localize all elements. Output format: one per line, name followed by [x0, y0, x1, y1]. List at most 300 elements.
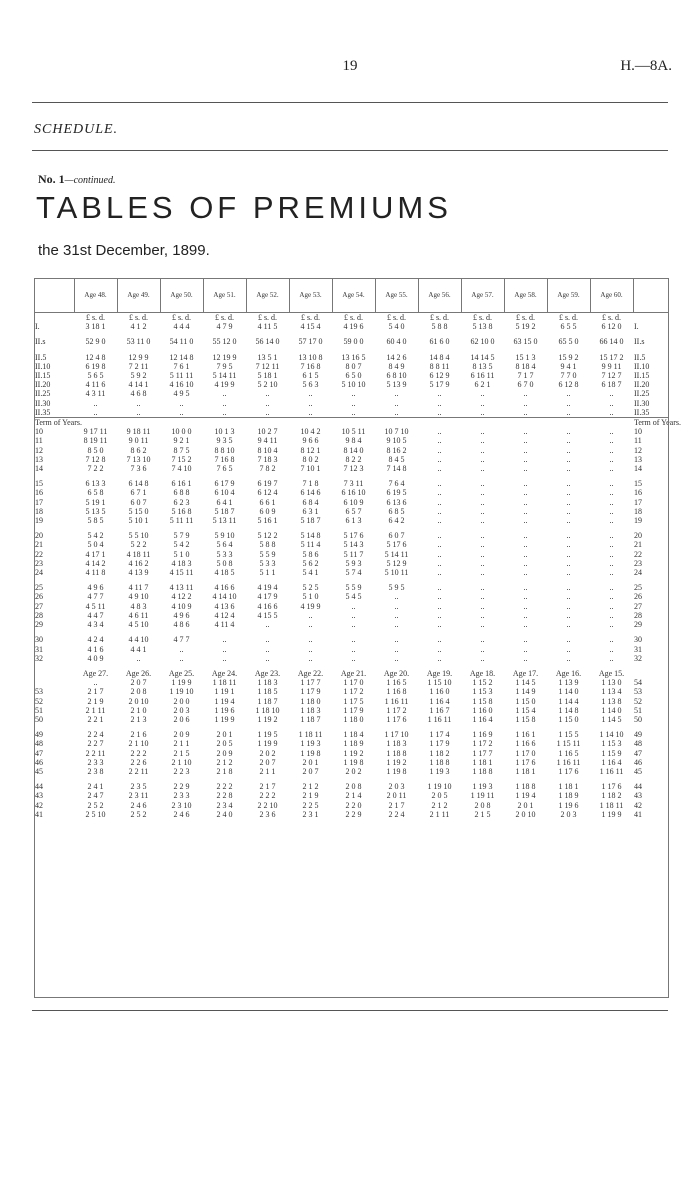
premium-cell: 63 15 0: [513, 337, 538, 347]
premium-cell: 2 3 4: [216, 800, 233, 810]
table-row: [34, 408, 668, 418]
premium-cell: 6 16 10: [341, 488, 366, 498]
premium-cell: 1 18 0: [343, 714, 364, 724]
premium-cell: 14 8 4: [429, 352, 450, 362]
row-label-right: 20: [634, 531, 642, 541]
premium-cell: ..: [480, 653, 485, 663]
table-row: [34, 697, 668, 706]
premium-cell: 1 16 5: [386, 678, 407, 688]
premium-cell: 7 12 3: [343, 464, 364, 474]
premium-cell: 4 9 10: [128, 592, 149, 602]
table-row: [34, 583, 668, 592]
premium-cell: ..: [609, 558, 614, 568]
premium-cell: ..: [566, 558, 571, 568]
premium-cell: 5 18 7: [300, 516, 321, 526]
premium-cell: 6 5 8: [87, 488, 104, 498]
row-label-right: 44: [634, 782, 642, 792]
premium-cell: 5 0 8: [216, 558, 233, 568]
premium-cell: 5 13 5: [85, 506, 106, 516]
row-label-right: II.15: [634, 371, 650, 381]
row-label: 52: [35, 696, 43, 706]
premium-cell: ..: [480, 620, 485, 630]
premium-cell: ..: [136, 407, 141, 417]
premium-cell: 1 19 3: [472, 782, 493, 792]
premium-cell: ..: [480, 479, 485, 489]
row-label-right: 51: [634, 705, 642, 715]
premium-cell: 1 19 8: [300, 748, 321, 758]
premium-cell: 1 15 4: [515, 705, 536, 715]
premium-cell: 6 5 5: [560, 322, 577, 332]
premium-cell: 2 3 3: [87, 757, 104, 767]
premium-cell: Age 16.: [555, 668, 582, 678]
premium-cell: 5 5 10: [128, 531, 149, 541]
premium-cell: 1 19 1: [214, 687, 235, 697]
premium-cell: 2 0 1: [302, 757, 319, 767]
premium-cell: 1 16 0: [472, 705, 493, 715]
premium-cell: 2 1 10: [171, 757, 192, 767]
premium-cell: ..: [351, 601, 356, 611]
premium-cell: ..: [179, 644, 184, 654]
premium-cell: 2 2 4: [87, 730, 104, 740]
premium-cell: 5 2 10: [257, 380, 278, 390]
table-row: [34, 654, 668, 663]
premium-cell: ..: [566, 653, 571, 663]
premium-cell: 1 19 2: [386, 757, 407, 767]
premium-cell: ..: [566, 407, 571, 417]
premium-cell: 4 0 9: [87, 653, 104, 663]
premium-cell: 7 12 11: [255, 361, 280, 371]
premium-cell: ..: [265, 653, 270, 663]
premium-cell: ..: [437, 427, 442, 437]
premium-cell: 4 11 5: [257, 322, 278, 332]
premium-cell: 1 19 3: [429, 766, 450, 776]
premium-cell: 5 4 2: [173, 540, 190, 550]
row-label-right: 27: [634, 601, 642, 611]
premium-cell: 1 19 9: [171, 678, 192, 688]
premium-cell: ..: [437, 601, 442, 611]
premium-cell: 6 12 4: [257, 488, 278, 498]
premium-cell: 4 15 5: [257, 610, 278, 620]
premium-cell: 1 16 11: [384, 696, 409, 706]
premium-cell: 1 14 10: [599, 730, 624, 740]
row-label-right: 47: [634, 748, 642, 758]
premium-cell: ..: [523, 427, 528, 437]
premium-cell: Age 19.: [426, 668, 453, 678]
premium-cell: 2 1 6: [130, 730, 147, 740]
premium-cell: ..: [609, 389, 614, 399]
premium-cell: 4 18 11: [126, 549, 151, 559]
premium-cell: ..: [523, 479, 528, 489]
premium-cell: ..: [566, 488, 571, 498]
premium-cell: 4 19 9: [300, 601, 321, 611]
premium-cell: 6 16 1: [171, 479, 192, 489]
row-label: 28: [35, 610, 43, 620]
premiums-table: [34, 278, 681, 825]
premium-cell: 12 19 9: [212, 352, 237, 362]
row-label-right: 11: [634, 436, 642, 446]
premium-cell: 7 8 2: [259, 464, 276, 474]
table-row: [34, 620, 668, 629]
premium-cell: 7 6 5: [216, 464, 233, 474]
premium-cell: 5 4 5: [345, 592, 362, 602]
term-blank: [590, 418, 633, 428]
premium-cell: 6 1 3: [345, 516, 362, 526]
premium-cell: ..: [222, 644, 227, 654]
premium-cell: ..: [566, 644, 571, 654]
premium-cell: ..: [351, 653, 356, 663]
row-label: 27: [35, 601, 43, 611]
premium-cell: ..: [566, 454, 571, 464]
premium-cell: ..: [523, 644, 528, 654]
premium-cell: 5 12 2: [257, 531, 278, 541]
premium-cell: 2 3 10: [171, 800, 192, 810]
premium-cell: ..: [566, 479, 571, 489]
premium-cell: 1 18 3: [300, 705, 321, 715]
unit-label: £ s. d.: [74, 313, 117, 323]
premium-cell: 2 0 6: [173, 714, 190, 724]
term-blank: [547, 418, 590, 428]
premium-cell: 5 1 0: [173, 549, 190, 559]
premium-cell: ..: [609, 497, 614, 507]
table-row: [34, 498, 668, 507]
premium-cell: 2 0 3: [388, 782, 405, 792]
header-blank: [633, 278, 668, 313]
premium-cell: 7 16 8: [300, 361, 321, 371]
premium-cell: 2 2 9: [345, 809, 362, 819]
premium-cell: 1 16 11: [427, 714, 452, 724]
row-label-right: 43: [634, 791, 642, 801]
premium-cell: 4 4 1: [130, 644, 147, 654]
premium-cell: 5 3 3: [259, 558, 276, 568]
premium-cell: ..: [351, 389, 356, 399]
term-blank: [418, 418, 461, 428]
premium-cell: 4 6 8: [130, 389, 147, 399]
row-label-right: 23: [634, 558, 642, 568]
premium-cell: ..: [523, 407, 528, 417]
age-header-row: [34, 278, 668, 313]
row-label-right: 46: [634, 757, 642, 767]
premium-cell: 2 1 3: [130, 714, 147, 724]
unit-label: £ s. d.: [203, 313, 246, 323]
row-label-right: 21: [634, 540, 642, 550]
premium-cell: 10 5 11: [341, 427, 366, 437]
premium-cell: 13 5 1: [257, 352, 278, 362]
premium-cell: 2 1 0: [130, 705, 147, 715]
premium-cell: 7 2 2: [87, 464, 104, 474]
premium-cell: ..: [437, 644, 442, 654]
premium-cell: 4 16 6: [214, 583, 235, 593]
row-label: 14: [35, 464, 43, 474]
table-row: [34, 611, 668, 620]
premium-cell: 1 18 8: [429, 757, 450, 767]
row-label: 19: [35, 516, 43, 526]
premium-cell: ..: [523, 568, 528, 578]
premium-cell: 6 2 1: [474, 380, 491, 390]
term-blank: [160, 418, 203, 428]
premium-cell: 14 14 5: [470, 352, 495, 362]
premium-cell: 1 13 8: [601, 696, 622, 706]
premium-cell: 4 3 4: [87, 620, 104, 630]
premium-cell: 2 2 5: [302, 800, 319, 810]
premium-cell: 5 17 6: [343, 531, 364, 541]
premium-cell: 1 19 10: [169, 687, 194, 697]
premium-cell: ..: [566, 531, 571, 541]
premium-cell: 6 12 9: [429, 371, 450, 381]
row-label-right: I.: [634, 322, 639, 332]
header-rule: [32, 102, 668, 103]
premium-cell: 55 12 0: [212, 337, 237, 347]
premium-cell: ..: [308, 389, 313, 399]
premium-cell: ..: [394, 601, 399, 611]
row-label-right: II.s: [634, 337, 645, 347]
premium-cell: ..: [351, 407, 356, 417]
premium-cell: 1 17 9: [300, 687, 321, 697]
premium-cell: ..: [609, 620, 614, 630]
premium-cell: ..: [566, 389, 571, 399]
premium-cell: 1 15 5: [558, 730, 579, 740]
premium-cell: ..: [609, 549, 614, 559]
premium-cell: ..: [480, 445, 485, 455]
premium-cell: ..: [222, 635, 227, 645]
table-row: [34, 516, 668, 525]
table-row: [34, 592, 668, 601]
premium-cell: 7 6 1: [173, 361, 190, 371]
term-label: Term of Years.: [35, 418, 82, 428]
premium-cell: 1 16 0: [429, 687, 450, 697]
premium-cell: 8 0 7: [345, 361, 362, 371]
premium-cell: 1 19 4: [214, 696, 235, 706]
table-row: [34, 782, 668, 791]
row-label: II.35: [35, 407, 51, 417]
table-row: [34, 706, 668, 715]
page-number: 19: [342, 58, 358, 74]
row-label-right: 52: [634, 696, 642, 706]
premium-cell: 7 12 7: [601, 371, 622, 381]
premium-cell: ..: [394, 635, 399, 645]
row-label-right: 16: [634, 488, 642, 498]
premium-cell: 5 7 9: [173, 531, 190, 541]
premium-cell: ..: [480, 488, 485, 498]
row-label-right: 29: [634, 620, 642, 630]
premium-cell: 1 17 2: [343, 687, 364, 697]
table-row: [34, 678, 668, 687]
row-label: 13: [35, 454, 43, 464]
premium-cell: 4 8 6: [173, 620, 190, 630]
premium-cell: 1 17 9: [343, 705, 364, 715]
row-label-right: 54: [634, 678, 642, 688]
premium-cell: 6 2 3: [173, 497, 190, 507]
premium-cell: 1 17 6: [601, 782, 622, 792]
premium-cell: 2 0 2: [259, 748, 276, 758]
row-label: 12: [35, 445, 43, 455]
row-label-right: 18: [634, 506, 642, 516]
premium-cell: ..: [566, 610, 571, 620]
table-row: [34, 559, 668, 568]
term-blank: [246, 418, 289, 428]
premium-cell: 4 9 5: [173, 389, 190, 399]
row-label: II.30: [35, 398, 51, 408]
premium-cell: 1 15 8: [515, 714, 536, 724]
premium-cell: 52 9 0: [85, 337, 106, 347]
premium-cell: 5 6 2: [302, 558, 319, 568]
premium-cell: 1 19 11: [470, 791, 495, 801]
table-row: [34, 322, 668, 331]
premium-cell: 7 3 11: [343, 479, 364, 489]
premium-cell: 4 3 11: [85, 389, 106, 399]
premium-cell: 2 0 10: [515, 809, 536, 819]
row-label-right: 31: [634, 644, 642, 654]
premium-cell: 2 0 7: [130, 678, 147, 688]
premium-cell: ..: [609, 506, 614, 516]
premium-cell: ..: [308, 610, 313, 620]
age-header: Age 52.: [246, 278, 289, 313]
premium-cell: ..: [480, 540, 485, 550]
premium-cell: 5 5 9: [259, 549, 276, 559]
premium-cell: 8 8 11: [429, 361, 450, 371]
premium-cell: 2 4 6: [130, 800, 147, 810]
premium-cell: 5 14 11: [384, 549, 409, 559]
premium-cell: 10 2 7: [257, 427, 278, 437]
premium-cell: ..: [566, 445, 571, 455]
table-row: [34, 399, 668, 408]
premium-cell: 2 3 3: [173, 791, 190, 801]
premium-cell: 2 0 5: [216, 739, 233, 749]
page-title: TABLES OF PREMIUMS: [36, 190, 452, 225]
premium-cell: ..: [308, 398, 313, 408]
age-header: Age 59.: [547, 278, 590, 313]
premium-cell: ..: [437, 464, 442, 474]
premium-cell: 1 18 8: [515, 782, 536, 792]
term-blank: [461, 418, 504, 428]
premium-cell: 4 16 6: [257, 601, 278, 611]
premium-cell: ..: [523, 436, 528, 446]
premium-cell: 6 10 9: [343, 497, 364, 507]
premium-cell: ..: [566, 506, 571, 516]
premium-cell: ..: [523, 620, 528, 630]
premium-cell: ..: [523, 454, 528, 464]
premium-cell: Age 20.: [383, 668, 410, 678]
premium-cell: 8 8 10: [214, 445, 235, 455]
premium-cell: 6 16 11: [470, 371, 495, 381]
premium-cell: 8 4 5: [388, 454, 405, 464]
age-header: Age 56.: [418, 278, 461, 313]
premium-cell: 14 2 6: [386, 352, 407, 362]
premium-cell: 8 18 4: [515, 361, 536, 371]
premium-cell: 7 15 2: [171, 454, 192, 464]
premium-cell: 6 4 2: [388, 516, 405, 526]
premium-cell: ..: [179, 407, 184, 417]
premium-cell: 6 1 5: [302, 371, 319, 381]
row-label-right: 26: [634, 592, 642, 602]
premium-cell: 1 19 6: [558, 800, 579, 810]
premium-cell: 5 5 9: [345, 583, 362, 593]
premium-cell: 1 18 3: [386, 739, 407, 749]
premium-cell: 2 2 8: [216, 791, 233, 801]
row-label: 32: [35, 653, 43, 663]
premium-cell: 2 5 2: [87, 800, 104, 810]
premium-cell: 6 5 0: [345, 371, 362, 381]
page-subtitle: the 31st December, 1899.: [38, 242, 210, 259]
premium-cell: ..: [437, 653, 442, 663]
premium-cell: 15 9 2: [558, 352, 579, 362]
premium-cell: ..: [523, 497, 528, 507]
premium-cell: ..: [480, 516, 485, 526]
premium-cell: 2 1 9: [87, 696, 104, 706]
row-label-right: 32: [634, 653, 642, 663]
premium-cell: ..: [437, 531, 442, 541]
premium-cell: 1 17 5: [343, 696, 364, 706]
premium-cell: ..: [523, 653, 528, 663]
age-header: Age 55.: [375, 278, 418, 313]
premium-cell: ..: [351, 610, 356, 620]
row-label-right: 17: [634, 497, 642, 507]
schedule-label: SCHEDULE.: [34, 122, 119, 137]
premium-cell: 1 15 0: [558, 714, 579, 724]
premium-cell: 4 13 6: [214, 601, 235, 611]
premium-cell: 8 19 11: [83, 436, 108, 446]
premium-cell: 6 8 5: [388, 506, 405, 516]
premium-cell: 2 0 8: [474, 800, 491, 810]
premium-cell: 1 18 2: [429, 748, 450, 758]
table-row: [34, 669, 668, 678]
premium-cell: 2 1 11: [85, 705, 106, 715]
premium-cell: 2 2 10: [257, 800, 278, 810]
row-label: 49: [35, 730, 43, 740]
premium-cell: 8 2 2: [345, 454, 362, 464]
premium-cell: 4 14 1: [128, 380, 149, 390]
premium-cell: 2 2 4: [388, 809, 405, 819]
premium-cell: 1 18 2: [601, 791, 622, 801]
row-label-right: 42: [634, 800, 642, 810]
row-label: 43: [35, 791, 43, 801]
premium-cell: ..: [308, 407, 313, 417]
table-row: [34, 758, 668, 767]
premium-cell: 2 1 10: [128, 739, 149, 749]
premium-cell: 2 0 5: [431, 791, 448, 801]
term-blank: [504, 418, 547, 428]
premium-cell: 6 19 7: [257, 479, 278, 489]
premium-cell: 1 14 8: [558, 705, 579, 715]
premium-cell: ..: [609, 436, 614, 446]
premium-cell: 2 1 7: [388, 800, 405, 810]
premium-cell: 4 1 6: [87, 644, 104, 654]
row-label: 29: [35, 620, 43, 630]
premium-cell: 5 9 5: [388, 583, 405, 593]
term-blank: [332, 418, 375, 428]
premium-cell: ..: [523, 635, 528, 645]
premium-cell: ..: [394, 389, 399, 399]
premium-cell: 5 4 1: [302, 568, 319, 578]
premium-cell: 1 16 11: [599, 766, 624, 776]
premium-cell: ..: [93, 678, 98, 688]
table-row: [34, 531, 668, 540]
premium-cell: ..: [480, 427, 485, 437]
table-row: [34, 479, 668, 488]
premium-cell: 15 17 2: [599, 352, 624, 362]
premium-cell: 4 11 7: [128, 583, 149, 593]
premium-cell: 9 6 6: [302, 436, 319, 446]
term-blank: [289, 418, 332, 428]
premium-cell: 1 15 8: [472, 696, 493, 706]
premium-cell: 2 1 2: [302, 782, 319, 792]
row-label-right: 49: [634, 730, 642, 740]
age-header: Age 51.: [203, 278, 246, 313]
premium-cell: 1 15 0: [515, 696, 536, 706]
premium-cell: 2 2 2: [216, 782, 233, 792]
row-label: 15: [35, 479, 43, 489]
premium-cell: 4 7 7: [87, 592, 104, 602]
premium-cell: 5 14 11: [212, 371, 237, 381]
